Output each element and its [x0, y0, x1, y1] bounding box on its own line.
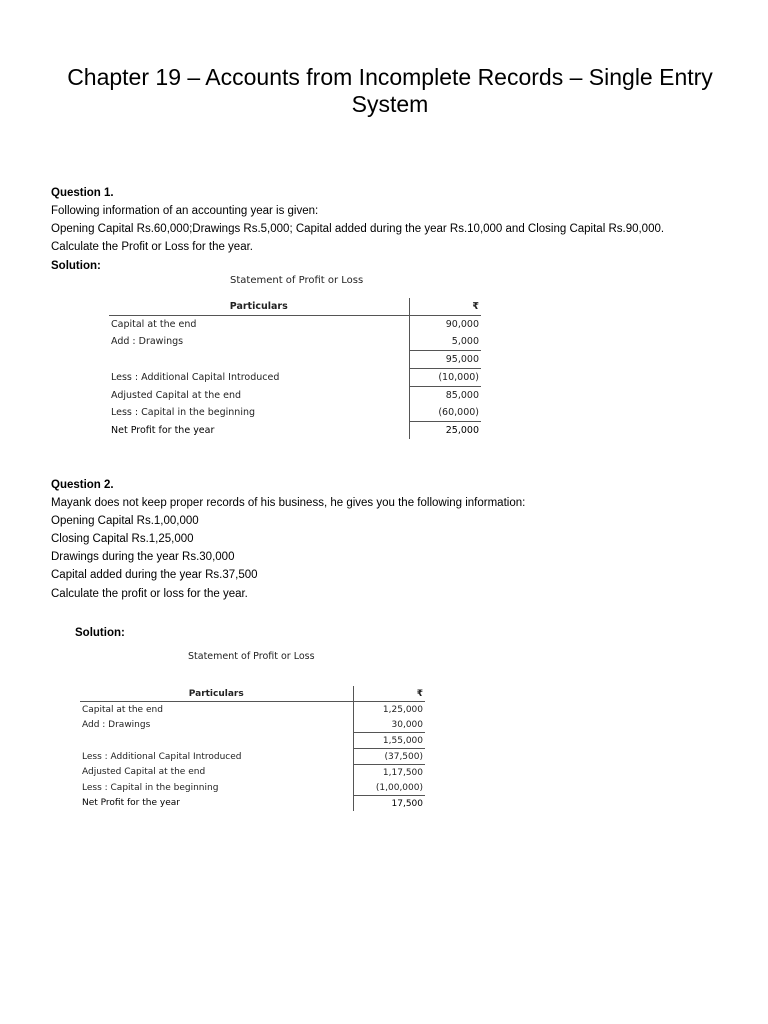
table-row	[80, 780, 425, 796]
q1-line-1: Following information of an accounting year is given:	[51, 205, 319, 217]
row-amount: 90,000	[409, 316, 481, 334]
q2-heading: Question 2.	[51, 479, 114, 491]
q1-solution-label: Solution:	[51, 260, 101, 272]
row-amount: 30,000	[353, 717, 425, 733]
q1-statement-title: Statement of Profit or Loss	[230, 275, 364, 286]
q2-line-4: Drawings during the year Rs.30,000	[51, 551, 235, 563]
amount-header: ₹	[353, 686, 425, 702]
row-particular: Less : Additional Capital Introduced	[82, 751, 242, 762]
row-particular: Net Profit for the year	[111, 424, 215, 436]
row-amount: (60,000)	[409, 404, 481, 422]
q2-line-3: Closing Capital Rs.1,25,000	[51, 533, 194, 545]
table-row	[109, 422, 481, 440]
q2-solution-label: Solution:	[75, 627, 125, 639]
table-row	[80, 749, 425, 765]
q1-line-2: Opening Capital Rs.60,000;Drawings Rs.5,000; Capital added during the year Rs.10,000 and Closing Capital Rs.90,000.	[51, 223, 665, 235]
q2-statement-table	[80, 686, 425, 811]
row-particular: Capital at the end	[111, 319, 197, 330]
q1-line-3: Calculate the Profit or Loss for the year.	[51, 241, 253, 253]
q2-line-1: Mayank does not keep proper records of his business, he gives you the following information:	[51, 497, 526, 509]
table-row	[109, 351, 481, 369]
q1-statement-table	[109, 298, 481, 439]
amount-header: ₹	[409, 298, 481, 316]
q1-heading: Question 1.	[51, 187, 114, 199]
table-row	[109, 404, 481, 422]
row-particular: Net Profit for the year	[82, 798, 180, 809]
table-row	[109, 369, 481, 387]
row-particular	[109, 351, 409, 369]
row-amount: 85,000	[409, 387, 481, 405]
table-row	[109, 333, 481, 351]
row-amount: 95,000	[409, 351, 481, 369]
table-row	[109, 387, 481, 405]
particulars-header: Particulars	[109, 298, 409, 316]
particulars-header: Particulars	[80, 686, 353, 702]
row-particular: Add : Drawings	[111, 336, 184, 348]
row-amount: 17,500	[353, 796, 425, 812]
q1-header-row	[109, 298, 481, 316]
row-amount: 1,25,000	[353, 702, 425, 718]
row-particular: Add : Drawings	[82, 719, 151, 730]
table-row	[80, 717, 425, 733]
row-amount: 1,17,500	[353, 765, 425, 781]
page-title: Chapter 19 – Accounts from Incomplete Records – Single Entry System	[67, 64, 713, 117]
row-particular: Less : Capital in the beginning	[111, 407, 256, 419]
q2-header-row	[80, 686, 425, 702]
table-row	[80, 733, 425, 749]
table-row	[80, 796, 425, 812]
row-particular: Less : Additional Capital Introduced	[111, 372, 280, 383]
row-amount: (10,000)	[409, 369, 481, 387]
row-amount: (37,500)	[353, 749, 425, 765]
table-row	[80, 702, 425, 718]
table-row	[80, 765, 425, 781]
q2-line-2: Opening Capital Rs.1,00,000	[51, 515, 199, 527]
row-amount: (1,00,000)	[353, 780, 425, 796]
row-amount: 1,55,000	[353, 733, 425, 749]
q2-line-6: Calculate the profit or loss for the year.	[51, 588, 248, 600]
table-row	[109, 316, 481, 334]
row-particular: Adjusted Capital at the end	[111, 389, 241, 401]
q2-statement-title: Statement of Profit or Loss	[188, 651, 315, 662]
row-particular: Capital at the end	[82, 704, 163, 715]
q2-line-5: Capital added during the year Rs.37,500	[51, 569, 258, 581]
row-amount: 25,000	[409, 422, 481, 440]
row-particular	[80, 733, 353, 749]
row-particular: Adjusted Capital at the end	[82, 767, 206, 778]
row-particular: Less : Capital in the beginning	[82, 782, 219, 793]
row-amount: 5,000	[409, 333, 481, 351]
